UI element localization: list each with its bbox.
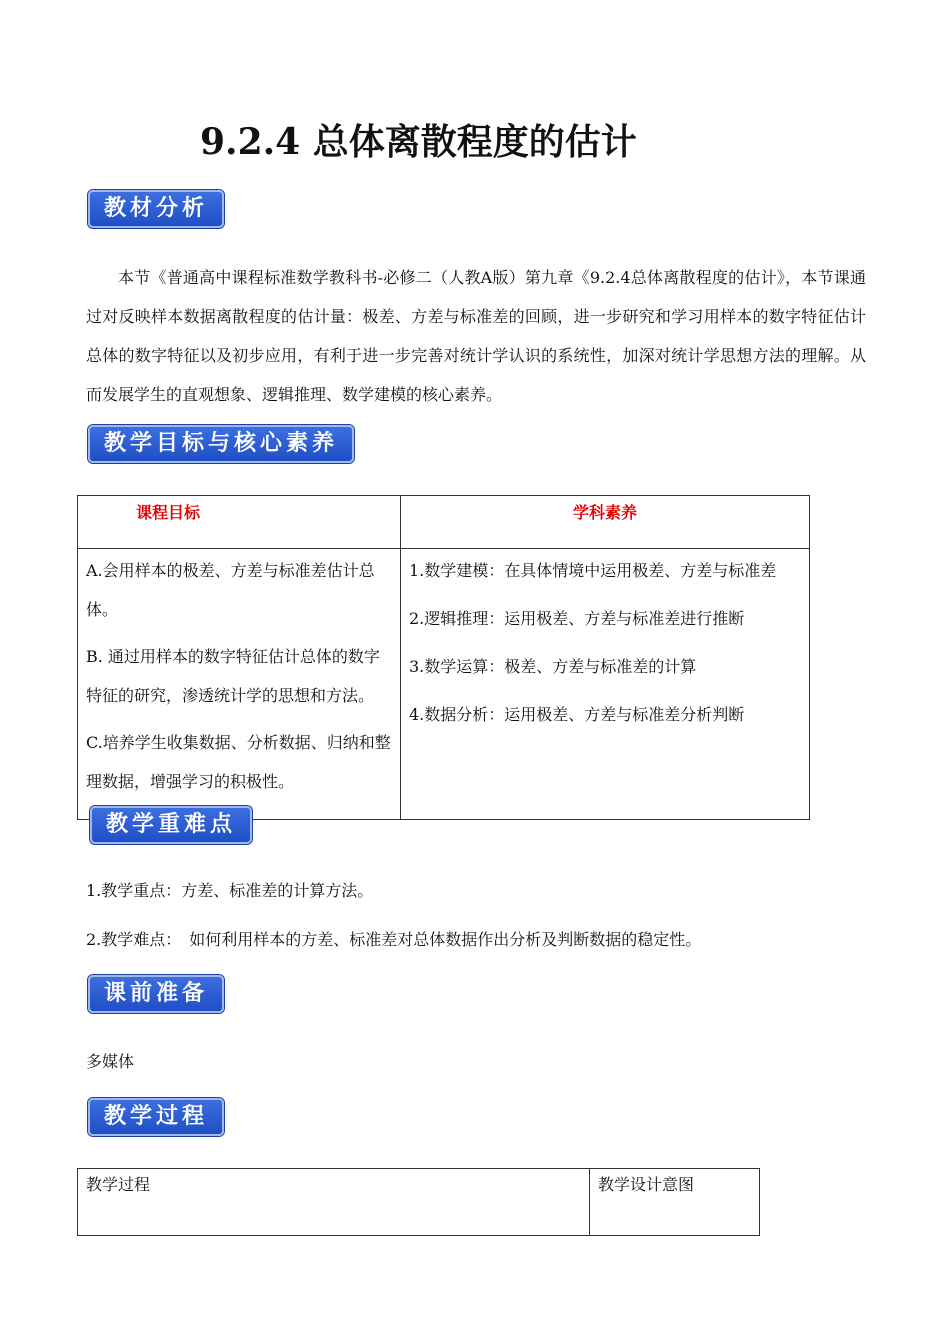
- page-title: 9.2.4 总体离散程度的估计: [200, 121, 637, 163]
- objectives-table: [77, 495, 810, 820]
- literacy-item-4: 4.数据分析：运用极差、方差与标准差分析判断: [409, 705, 745, 724]
- section-badge-objectives: 教学目标与核心素养: [88, 425, 354, 463]
- preparation-text: 多媒体: [86, 1052, 135, 1071]
- section-badge-process: 教学过程: [88, 1098, 224, 1136]
- literacy-item-3: 3.数学运算：极差、方差与标准差的计算: [409, 657, 697, 676]
- course-goals-header: 课程目标: [78, 496, 401, 549]
- section-badge-analysis: 教材分析: [88, 190, 224, 228]
- teaching-focus: 1.教学重点：方差、标准差的计算方法。: [86, 881, 374, 900]
- literacy-header: 学科素养: [401, 496, 810, 549]
- course-goal-b: B. 通过用样本的数字特征估计总体的数字特征的研究，渗透统计学的思想和方法。: [86, 647, 380, 705]
- literacy-item-2: 2.逻辑推理：运用极差、方差与标准差进行推断: [409, 609, 745, 628]
- course-goals-cell: [78, 549, 401, 820]
- course-goal-c: C.培养学生收集数据、分析数据、归纳和整理数据，增强学习的积极性。: [86, 733, 391, 791]
- teaching-difficulty: 2.教学难点： 如何利用样本的方差、标准差对总体数据作出分析及判断数据的稳定性。: [86, 930, 702, 949]
- section-badge-preparation: 课前准备: [88, 975, 224, 1013]
- process-header: 教学过程: [78, 1169, 590, 1236]
- process-table: [77, 1168, 760, 1236]
- section-badge-key-points: 教学重难点: [90, 806, 252, 844]
- literacy-cell: [401, 549, 810, 820]
- course-goal-a: A.会用样本的极差、方差与标准差估计总体。: [86, 561, 375, 619]
- design-intent-header: 教学设计意图: [590, 1169, 760, 1236]
- analysis-paragraph: 本节《普通高中课程标准数学教科书-必修二（人教A版）第九章《9.2.4总体离散程度的估计》，本节课通过对反映样本数据离散程度的估计量：极差、方差与标准差的回顾，进一步研究和学习用样本的数字特征估计总体的数字特征以及初步应用，有利于进一步完善对统计学认识的系统性，加深对统计学思想方法的理解。从而发展学生的直观想象、逻辑推理、数学建模的核心素养。: [86, 268, 866, 404]
- literacy-item-1: 1.数学建模：在具体情境中运用极差、方差与标准差: [409, 561, 777, 580]
